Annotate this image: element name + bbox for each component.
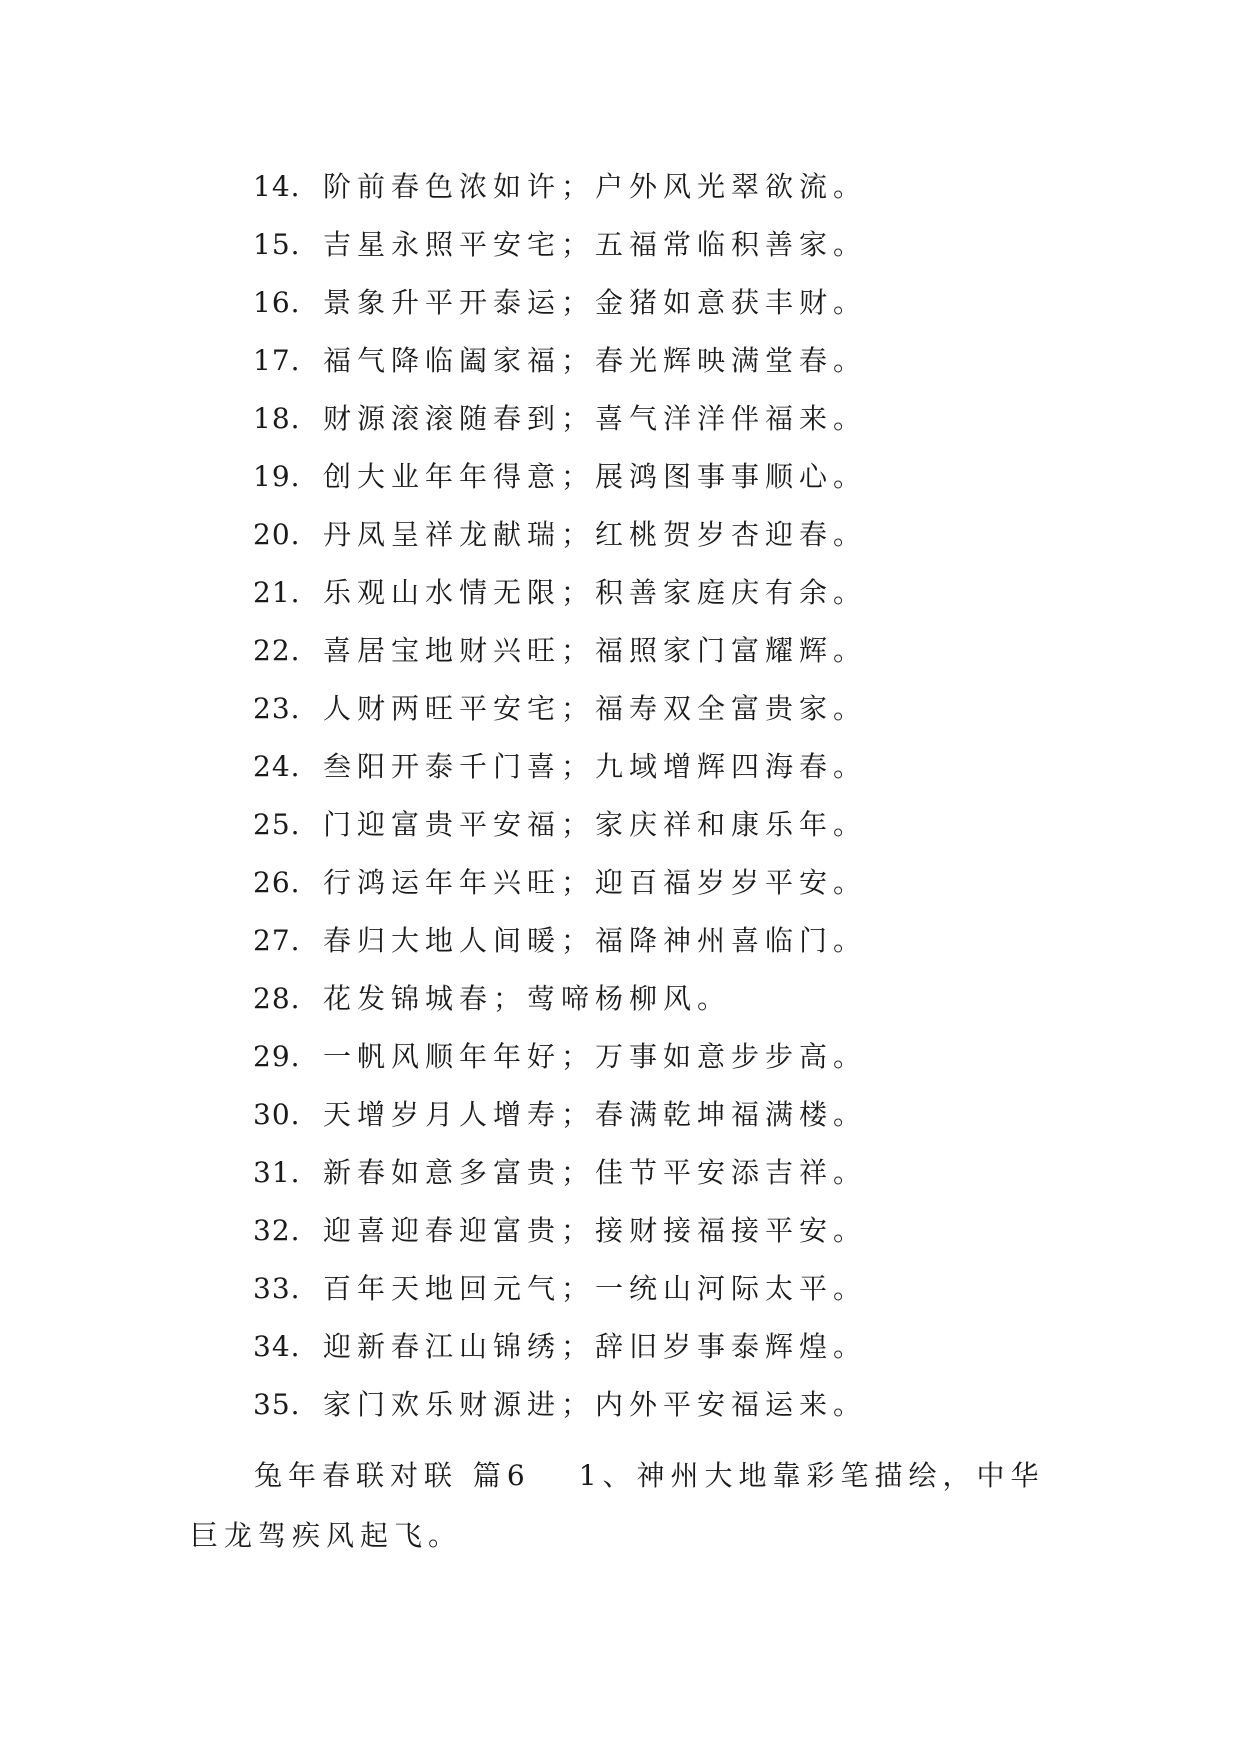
list-item (253, 564, 867, 622)
list-item (253, 216, 867, 274)
list-item (253, 854, 867, 912)
paragraph-line: 巨龙驾疾风起飞。 (190, 1519, 463, 1552)
section-heading: 兔年春联对联 篇6 (254, 1459, 531, 1492)
couplet-text: 创大业年年得意；展鸿图事事顺心。 (323, 460, 868, 493)
couplet-text: 一帆风顺年年好；万事如意步步高。 (323, 1040, 868, 1073)
item-number: 28. (253, 982, 301, 1015)
list-item (253, 738, 867, 796)
list-item (253, 448, 867, 506)
item-number: 32. (253, 1214, 301, 1247)
list-item (253, 622, 867, 680)
section-paragraph (190, 1446, 1070, 1566)
couplet-text: 吉星永照平安宅；五福常临积善家。 (323, 228, 868, 261)
list-item (253, 1028, 867, 1086)
list-item (253, 332, 867, 390)
couplet-text: 叁阳开泰千门喜；九域增辉四海春。 (323, 750, 868, 783)
couplet-text: 丹凤呈祥龙献瑞；红桃贺岁杏迎春。 (323, 518, 868, 551)
list-item (253, 506, 867, 564)
list-item (253, 970, 867, 1028)
list-item (253, 680, 867, 738)
item-number: 31. (253, 1156, 301, 1189)
item-number: 23. (253, 692, 301, 725)
paragraph-text: 1、神州大地靠彩笔描绘，中华 (578, 1459, 1045, 1492)
item-number: 19. (253, 460, 301, 493)
couplet-text: 喜居宝地财兴旺；福照家门富耀辉。 (323, 634, 868, 667)
list-item (253, 1086, 867, 1144)
item-number: 15. (253, 228, 301, 261)
list-item (253, 1144, 867, 1202)
item-number: 34. (253, 1330, 301, 1363)
item-number: 22. (253, 634, 301, 667)
couplet-text: 门迎富贵平安福；家庆祥和康乐年。 (323, 808, 868, 841)
list-item (253, 1202, 867, 1260)
item-number: 18. (253, 402, 301, 435)
couplet-text: 行鸿运年年兴旺；迎百福岁岁平安。 (323, 866, 868, 899)
list-item (253, 796, 867, 854)
paragraph-line (190, 1446, 1070, 1506)
item-number: 20. (253, 518, 301, 551)
item-number: 29. (253, 1040, 301, 1073)
item-number: 30. (253, 1098, 301, 1131)
item-number: 25. (253, 808, 301, 841)
list-item (253, 390, 867, 448)
couplet-text: 家门欢乐财源进；内外平安福运来。 (323, 1388, 868, 1421)
item-number: 16. (253, 286, 301, 319)
item-number: 26. (253, 866, 301, 899)
item-number: 24. (253, 750, 301, 783)
item-number: 14. (253, 170, 301, 203)
couplet-text: 迎喜迎春迎富贵；接财接福接平安。 (323, 1214, 868, 1247)
couplet-text: 迎新春江山锦绣；辞旧岁事泰辉煌。 (323, 1330, 868, 1363)
couplet-list (253, 158, 867, 1434)
couplet-text: 人财两旺平安宅；福寿双全富贵家。 (323, 692, 868, 725)
list-item (253, 1318, 867, 1376)
couplet-text: 阶前春色浓如许；户外风光翠欲流。 (323, 170, 868, 203)
list-item (253, 158, 867, 216)
item-number: 17. (253, 344, 301, 377)
couplet-text: 花发锦城春；莺啼杨柳风。 (323, 982, 732, 1015)
couplet-text: 百年天地回元气；一统山河际太平。 (323, 1272, 868, 1305)
couplet-text: 新春如意多富贵；佳节平安添吉祥。 (323, 1156, 868, 1189)
couplet-text: 春归大地人间暖；福降神州喜临门。 (323, 924, 868, 957)
couplet-text: 乐观山水情无限；积善家庭庆有余。 (323, 576, 868, 609)
item-number: 33. (253, 1272, 301, 1305)
item-number: 35. (253, 1388, 301, 1421)
item-number: 21. (253, 576, 301, 609)
couplet-text: 天增岁月人增寿；春满乾坤福满楼。 (323, 1098, 868, 1131)
couplet-text: 福气降临阖家福；春光辉映满堂春。 (323, 344, 868, 377)
list-item (253, 1260, 867, 1318)
list-item (253, 274, 867, 332)
list-item (253, 1376, 867, 1434)
list-item (253, 912, 867, 970)
couplet-text: 景象升平开泰运；金猪如意获丰财。 (323, 286, 868, 319)
item-number: 27. (253, 924, 301, 957)
couplet-text: 财源滚滚随春到；喜气洋洋伴福来。 (323, 402, 868, 435)
